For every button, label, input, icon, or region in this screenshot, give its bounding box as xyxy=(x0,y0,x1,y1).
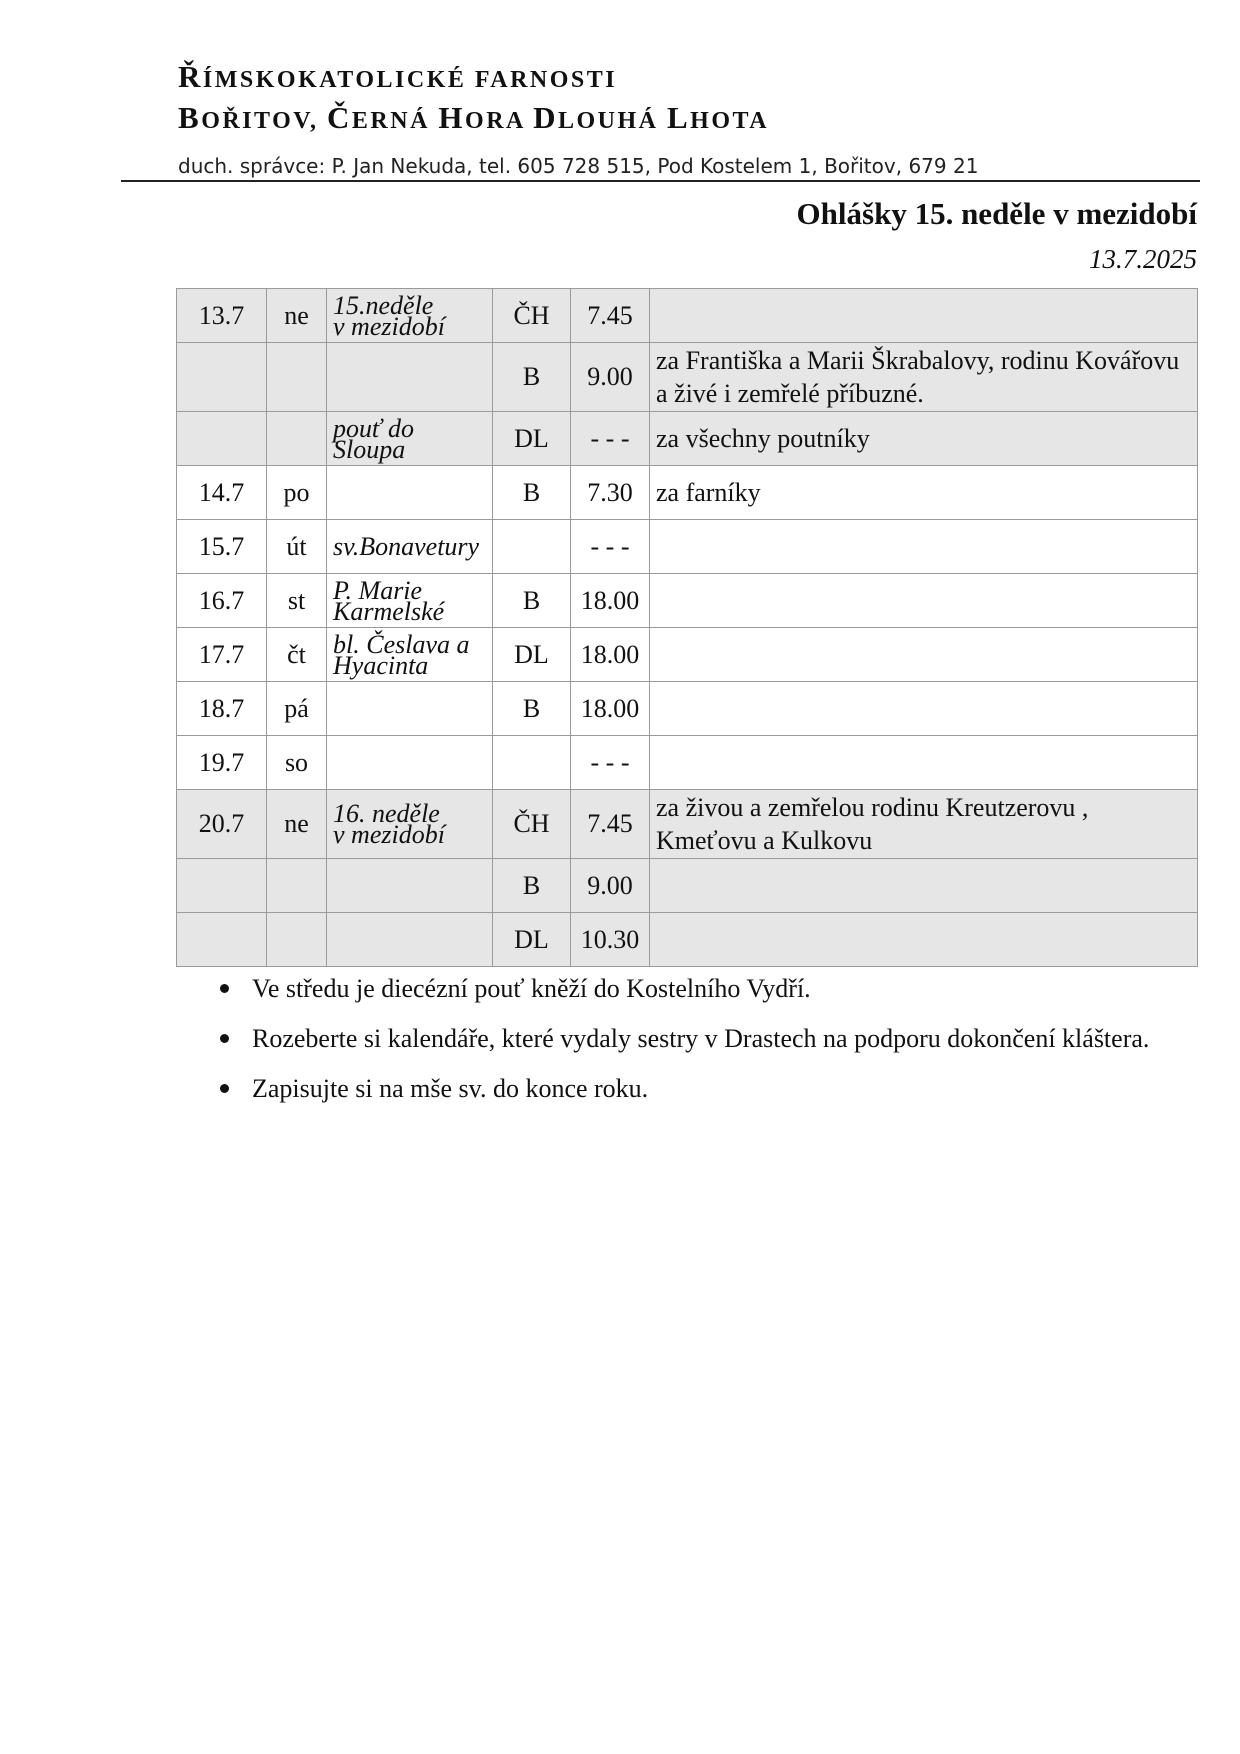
announcement-text: Zapisujte si na mše sv. do konce roku. xyxy=(252,1074,649,1103)
schedule-location: ČH xyxy=(493,790,571,859)
parish-name-line-2: BOŘITOV, ČERNÁ HORA DLOUHÁ LHOTA xyxy=(178,100,770,135)
schedule-intention xyxy=(650,682,1198,736)
header-divider xyxy=(121,180,1200,182)
schedule-day xyxy=(267,343,327,412)
bullet-icon xyxy=(220,984,229,993)
schedule-location: ČH xyxy=(493,289,571,343)
schedule-row xyxy=(177,913,1198,967)
schedule-day: ne xyxy=(267,790,327,859)
announcement-text: Rozeberte si kalendáře, které vydaly sestry v Drastech na podporu dokončení kláštera. xyxy=(252,1024,1150,1053)
schedule-feast xyxy=(327,736,493,790)
schedule-location xyxy=(493,520,571,574)
schedule-location: DL xyxy=(493,412,571,466)
schedule-intention: za farníky xyxy=(650,466,1198,520)
schedule-date: 14.7 xyxy=(177,466,267,520)
announcements-list xyxy=(212,972,1172,1122)
schedule-feast xyxy=(327,913,493,967)
schedule-date: 18.7 xyxy=(177,682,267,736)
schedule-feast: 15.neděle v mezidobí xyxy=(327,289,493,343)
schedule-location xyxy=(493,736,571,790)
schedule-day xyxy=(267,412,327,466)
schedule-intention xyxy=(650,913,1198,967)
schedule-day: po xyxy=(267,466,327,520)
schedule-time: 7.30 xyxy=(571,466,650,520)
schedule-time: 18.00 xyxy=(571,574,650,628)
schedule-location: DL xyxy=(493,628,571,682)
schedule-intention xyxy=(650,520,1198,574)
schedule-intention: za Františka a Marii Škrabalovy, rodinu Kovářovu a živé i zemřelé příbuzné. xyxy=(650,343,1198,412)
schedule-intention xyxy=(650,859,1198,913)
schedule-day: so xyxy=(267,736,327,790)
schedule-date xyxy=(177,412,267,466)
schedule-feast xyxy=(327,466,493,520)
schedule-day: ne xyxy=(267,289,327,343)
schedule-row xyxy=(177,289,1198,343)
announcement-item xyxy=(212,1022,1172,1055)
administrator-contact: duch. správce: P. Jan Nekuda, tel. 605 728 515, Pod Kostelem 1, Bořitov, 679 21 xyxy=(178,154,979,178)
announcement-text: Ve středu je diecézní pouť kněží do Kostelního Vydří. xyxy=(252,974,811,1003)
schedule-location: B xyxy=(493,343,571,412)
schedule-feast: bl. Česlava a Hyacinta xyxy=(327,628,493,682)
schedule-time: 9.00 xyxy=(571,343,650,412)
bullet-icon xyxy=(220,1034,229,1043)
schedule-location: B xyxy=(493,574,571,628)
parish-name-line-1: ŘÍMSKOKATOLICKÉ FARNOSTI xyxy=(178,59,618,94)
schedule-intention xyxy=(650,736,1198,790)
schedule-row xyxy=(177,412,1198,466)
schedule-time: - - - xyxy=(571,412,650,466)
schedule-time: 10.30 xyxy=(571,913,650,967)
schedule-feast xyxy=(327,343,493,412)
schedule-row xyxy=(177,343,1198,412)
schedule-feast: 16. neděle v mezidobí xyxy=(327,790,493,859)
schedule-feast: P. Marie Karmelské xyxy=(327,574,493,628)
schedule-row xyxy=(177,790,1198,859)
schedule-time: 7.45 xyxy=(571,790,650,859)
schedule-row xyxy=(177,682,1198,736)
schedule-location: B xyxy=(493,859,571,913)
schedule-date: 15.7 xyxy=(177,520,267,574)
schedule-row xyxy=(177,574,1198,628)
announcement-item xyxy=(212,972,1172,1005)
schedule-day xyxy=(267,859,327,913)
schedule-intention xyxy=(650,628,1198,682)
mass-schedule-table xyxy=(176,288,1198,967)
schedule-feast xyxy=(327,682,493,736)
schedule-feast xyxy=(327,859,493,913)
schedule-row xyxy=(177,520,1198,574)
announcement-item xyxy=(212,1072,1172,1105)
schedule-time: 7.45 xyxy=(571,289,650,343)
schedule-intention xyxy=(650,289,1198,343)
schedule-feast: pouť do Sloupa xyxy=(327,412,493,466)
schedule-location: DL xyxy=(493,913,571,967)
schedule-day: čt xyxy=(267,628,327,682)
parish-header xyxy=(178,58,978,178)
schedule-date: 13.7 xyxy=(177,289,267,343)
page-date: 13.7.2025 xyxy=(1089,244,1197,274)
schedule-location: B xyxy=(493,466,571,520)
bullet-icon xyxy=(220,1084,229,1093)
schedule-date: 20.7 xyxy=(177,790,267,859)
schedule-intention xyxy=(650,574,1198,628)
schedule-intention: za všechny poutníky xyxy=(650,412,1198,466)
schedule-day xyxy=(267,913,327,967)
schedule-date xyxy=(177,859,267,913)
schedule-time: 9.00 xyxy=(571,859,650,913)
schedule-date: 17.7 xyxy=(177,628,267,682)
schedule-row xyxy=(177,628,1198,682)
schedule-feast: sv.Bonavetury xyxy=(327,520,493,574)
schedule-day: st xyxy=(267,574,327,628)
page-title: Ohlášky 15. neděle v mezidobí xyxy=(796,196,1197,231)
schedule-time: 18.00 xyxy=(571,628,650,682)
schedule-date: 19.7 xyxy=(177,736,267,790)
schedule-time: - - - xyxy=(571,736,650,790)
schedule-row xyxy=(177,466,1198,520)
schedule-date: 16.7 xyxy=(177,574,267,628)
schedule-day: pá xyxy=(267,682,327,736)
schedule-row xyxy=(177,736,1198,790)
schedule-row xyxy=(177,859,1198,913)
schedule-time: - - - xyxy=(571,520,650,574)
schedule-date xyxy=(177,913,267,967)
schedule-time: 18.00 xyxy=(571,682,650,736)
schedule-date xyxy=(177,343,267,412)
schedule-intention: za živou a zemřelou rodinu Kreutzerovu , Kmeťovu a Kulkovu xyxy=(650,790,1198,859)
schedule-day: út xyxy=(267,520,327,574)
schedule-location: B xyxy=(493,682,571,736)
